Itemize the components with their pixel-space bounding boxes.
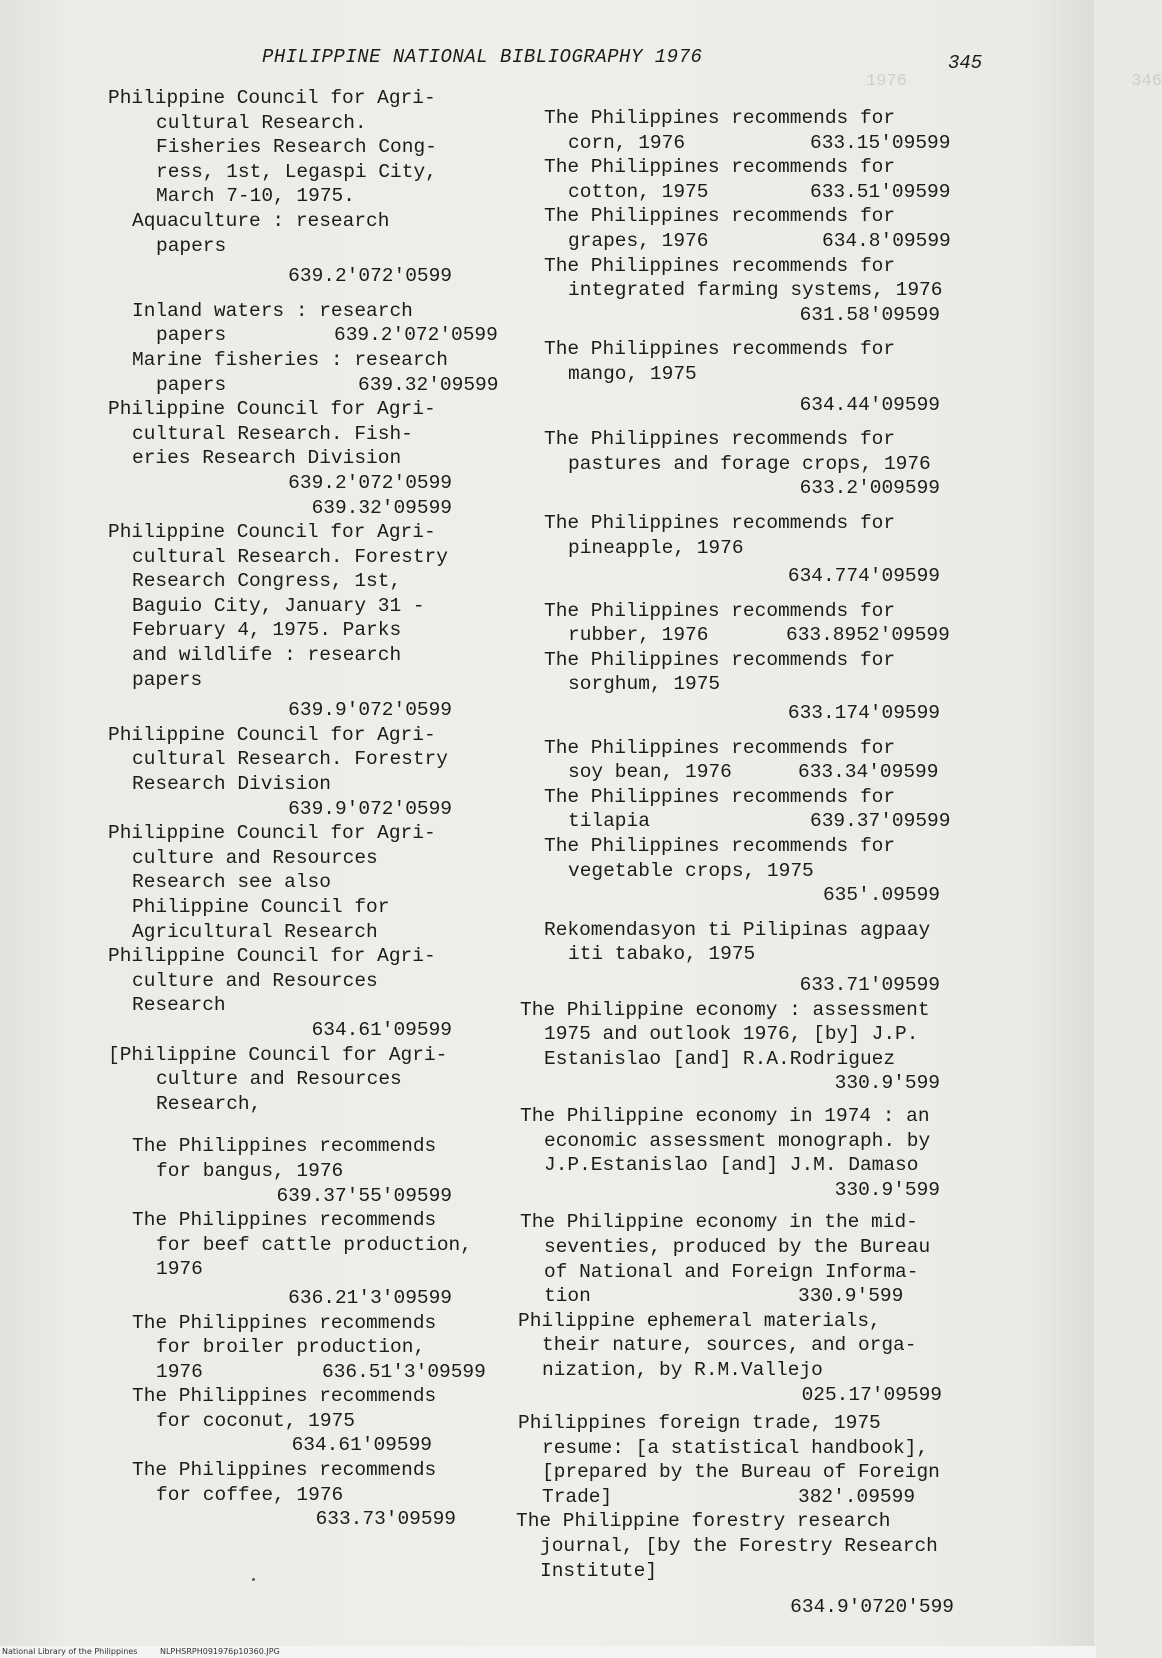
call-number: 639.37'55'09599 (276, 1184, 452, 1207)
entry-beef-cattle (108, 1208, 500, 1310)
entry-line: economic assessment monograph. by (544, 1129, 931, 1152)
call-number: 631.58'09599 (799, 303, 940, 326)
entry-aquaculture (108, 209, 500, 289)
entry-economy-1974 (520, 1104, 994, 1202)
call-number: 330.9'599 (834, 1072, 940, 1095)
call-number: 639.37'09599 (810, 810, 951, 833)
entry-line: Philippine ephemeral materials, (518, 1309, 881, 1332)
call-number: 025.17'09599 (801, 1383, 942, 1406)
footer-file: NLPHSRPH091976p10360.JPG (159, 1647, 280, 1656)
entry-line: The Philippine forestry research (516, 1510, 891, 1533)
entry-line: The Philippines recommends for (544, 156, 896, 179)
call-number: 634.8'09599 (822, 229, 951, 252)
entry-line: cotton, 1975 (568, 180, 709, 203)
entry-line: The Philippines recommends for (544, 599, 896, 622)
call-number: 634.61'09599 (311, 1018, 452, 1041)
call-number: 636.21'3'09599 (288, 1286, 452, 1309)
entry-line: papers (132, 668, 203, 691)
entry-line: pastures and forage crops, 1976 (568, 452, 931, 475)
entry-line: integrated farming systems, 1976 (568, 279, 943, 302)
entry-line: The Philippines recommends (132, 1311, 437, 1334)
entry-rubber (544, 599, 994, 648)
entry-corn (544, 106, 994, 155)
entry-pcar-fisheries-division (108, 397, 500, 520)
entry-pcarr-bracketed (108, 1043, 500, 1117)
entry-pcarr-see-also (108, 821, 500, 944)
entry-line: Research Division (132, 773, 331, 796)
entry-line: vegetable crops, 1975 (568, 859, 814, 882)
entry-line: Research see also (132, 871, 331, 894)
entry-line: The Philippine economy in the mid- (520, 1211, 918, 1234)
entry-economy-mid-seventies (520, 1210, 994, 1308)
call-number: 639.32'09599 (358, 373, 499, 396)
entry-line: soy bean, 1976 (568, 761, 732, 784)
entry-line: papers (156, 324, 227, 347)
entry-line: nization, by R.M.Vallejo (542, 1358, 823, 1381)
entry-line: tion (544, 1285, 591, 1308)
entry-line: culture and Resources (132, 846, 378, 869)
call-number: 639.9'072'0599 (288, 797, 452, 820)
entry-line: Research Congress, 1st, (132, 570, 402, 593)
entry-pcar-forestry-congress (108, 520, 500, 723)
entry-line: The Philippines recommends for (544, 205, 896, 228)
entry-line: Rekomendasyon ti Pilipinas agpaay (544, 918, 931, 941)
call-number: 634.44'09599 (799, 393, 940, 416)
call-number: 634.9'0720'599 (790, 1596, 954, 1619)
entry-pcarr (108, 944, 500, 1042)
entry-line: Inland waters : research (132, 299, 413, 322)
entry-line: of National and Foreign Informa- (544, 1260, 919, 1283)
call-number: 330.9'599 (798, 1285, 904, 1308)
entry-line: pineapple, 1976 (568, 536, 744, 559)
entry-line: for bangus, 1976 (156, 1159, 344, 1182)
call-number: 639.2'072'0599 (288, 265, 452, 288)
entry-line: The Philippines recommends for (544, 428, 896, 451)
entry-line: Research, (156, 1092, 262, 1115)
entry-line: The Philippines recommends for (544, 511, 896, 534)
entry-line: Aquaculture : research (132, 209, 390, 232)
entry-economy-assessment-1975 (520, 998, 994, 1096)
entry-line: eries Research Division (132, 447, 402, 470)
entry-line: The Philippines recommends for (544, 736, 896, 759)
entry-line: The Philippines recommends (132, 1209, 437, 1232)
entry-pcar-fisheries-congress (108, 86, 500, 209)
entry-coconut (108, 1384, 500, 1458)
entry-line: sorghum, 1975 (568, 673, 721, 696)
entry-line: The Philippines recommends for (544, 835, 896, 858)
entry-line: for coffee, 1976 (156, 1483, 344, 1506)
entry-line: for broiler production, (156, 1336, 426, 1359)
call-number: 634.774'09599 (787, 565, 940, 588)
entry-line: The Philippines recommends for (544, 785, 896, 808)
entry-broiler (108, 1311, 500, 1385)
entry-pastures (544, 427, 994, 501)
entry-line: Institute] (540, 1559, 658, 1582)
entry-line: and wildlife : research (132, 644, 402, 667)
entry-line: March 7-10, 1975. (156, 185, 355, 208)
entry-line: tilapia (568, 810, 650, 833)
entry-line: cultural Research. (156, 111, 367, 134)
print-speck (252, 1578, 255, 1581)
entry-line: Marine fisheries : research (132, 348, 448, 371)
entry-line: J.P.Estanislao [and] J.M. Damaso (544, 1154, 919, 1177)
call-number: 633.8952'09599 (786, 624, 950, 647)
entry-line: iti tabako, 1975 (568, 943, 756, 966)
entry-line: rubber, 1976 (568, 624, 709, 647)
entry-line: The Philippines recommends (132, 1385, 437, 1408)
entry-rekomendasyon-tabako (544, 918, 994, 998)
entry-foreign-trade (518, 1411, 994, 1509)
entry-line: for coconut, 1975 (156, 1409, 355, 1432)
entry-line: cultural Research. Forestry (132, 748, 448, 771)
entry-line: mango, 1975 (568, 362, 697, 385)
call-number: 382'.09599 (798, 1485, 916, 1508)
entry-line: The Philippines recommends for (544, 648, 896, 671)
entry-inland-waters (108, 299, 500, 348)
entry-line: 1976 (156, 1360, 203, 1383)
entry-line: February 4, 1975. Parks (132, 619, 402, 642)
entry-line: Philippine Council for Agri- (108, 521, 436, 544)
entry-line: The Philippines recommends for (544, 107, 896, 129)
entry-line: culture and Resources (156, 1068, 402, 1091)
entry-grapes (544, 204, 994, 253)
call-number: 633.73'09599 (315, 1508, 456, 1531)
entry-sorghum (544, 648, 994, 726)
entry-soy-bean (544, 736, 994, 785)
entry-line: cultural Research. Fish- (132, 422, 413, 445)
entry-line: ress, 1st, Legaspi City, (156, 160, 437, 183)
entry-line: The Philippines recommends (132, 1135, 437, 1158)
entry-line: cultural Research. Forestry (132, 545, 448, 568)
entry-line: 1976 (156, 1258, 203, 1281)
entry-line: [Philippine Council for Agri- (108, 1043, 448, 1066)
entry-line: Philippine Council for Agri- (108, 723, 436, 746)
entry-tilapia (544, 785, 994, 834)
entry-pineapple (544, 511, 994, 589)
call-number: 633.2'009599 (799, 477, 940, 500)
entry-forestry-research-journal (516, 1509, 994, 1619)
entry-line: papers (156, 234, 227, 257)
page-number: 345 (948, 52, 983, 74)
entry-line: Agricultural Research (132, 920, 378, 943)
entry-line: Philippines foreign trade, 1975 (518, 1412, 881, 1435)
entry-line: papers (156, 373, 227, 396)
entry-pcar-forestry-division (108, 723, 500, 821)
entry-line: [prepared by the Bureau of Foreign (542, 1461, 940, 1484)
entry-line: Fisheries Research Cong- (156, 136, 437, 159)
entry-cotton (544, 155, 994, 204)
entry-marine-fisheries (108, 348, 500, 397)
entry-line: grapes, 1976 (568, 229, 709, 252)
entry-line: Philippine Council for Agri- (108, 945, 436, 968)
entry-bangus (108, 1134, 500, 1208)
entry-mango (544, 337, 994, 417)
entry-line: Philippine Council for (132, 896, 390, 918)
entry-line: Philippine Council for Agri- (108, 398, 436, 421)
entry-vegetable-crops (544, 834, 994, 908)
call-number: 639.32'09599 (311, 496, 452, 519)
right-column (516, 106, 994, 1620)
scan-footer (0, 1646, 1096, 1658)
entry-line: Research (132, 994, 226, 1017)
entry-integrated-farming (544, 254, 994, 328)
entry-line: for beef cattle production, (156, 1233, 472, 1256)
entry-line: Philippine Council for Agri- (108, 87, 436, 109)
call-number: 633.34'09599 (798, 761, 939, 784)
entry-line: Philippine Council for Agri- (108, 822, 436, 845)
entry-line: journal, [by the Forestry Research (540, 1535, 938, 1558)
call-number: 639.2'072'0599 (334, 324, 498, 347)
entry-line: 1975 and outlook 1976, [by] J.P. (544, 1023, 919, 1046)
entry-line: The Philippine economy : assessment (520, 998, 930, 1021)
call-number: 634.61'09599 (291, 1434, 432, 1457)
entry-line: resume: [a statistical handbook], (542, 1436, 929, 1459)
entry-line: their nature, sources, and orga- (542, 1334, 917, 1357)
call-number: 636.51'3'09599 (322, 1360, 486, 1383)
page-header-title: PHILIPPINE NATIONAL BIBLIOGRAPHY 1976 (262, 46, 703, 68)
call-number: 633.15'09599 (810, 131, 951, 154)
entry-line: Estanislao [and] R.A.Rodriguez (544, 1047, 896, 1070)
entry-line: Trade] (542, 1485, 613, 1508)
entry-coffee (108, 1458, 500, 1532)
call-number: 639.9'072'0599 (288, 699, 452, 722)
left-column (108, 86, 500, 1532)
entry-line: The Philippine economy in 1974 : an (520, 1104, 930, 1127)
entry-line: The Philippines recommends for (544, 254, 896, 277)
bleed-through-text: 1976 346 (560, 72, 1162, 91)
call-number: 330.9'599 (834, 1178, 940, 1201)
entry-ephemeral-materials (518, 1309, 994, 1407)
call-number: 633.174'09599 (787, 702, 940, 725)
entry-line: corn, 1976 (568, 131, 686, 154)
footer-library: National Library of the Philippines (2, 1647, 138, 1656)
entry-line: Baguio City, January 31 - (132, 594, 425, 617)
call-number: 633.71'09599 (799, 974, 940, 996)
call-number: 635'.09599 (822, 884, 940, 907)
call-number: 639.2'072'0599 (288, 471, 452, 494)
entry-line: The Philippines recommends for (544, 338, 896, 361)
call-number: 633.51'09599 (810, 180, 951, 203)
entry-line: seventies, produced by the Bureau (544, 1235, 931, 1258)
entry-line: culture and Resources (132, 969, 378, 992)
entry-line: The Philippines recommends (132, 1459, 437, 1482)
